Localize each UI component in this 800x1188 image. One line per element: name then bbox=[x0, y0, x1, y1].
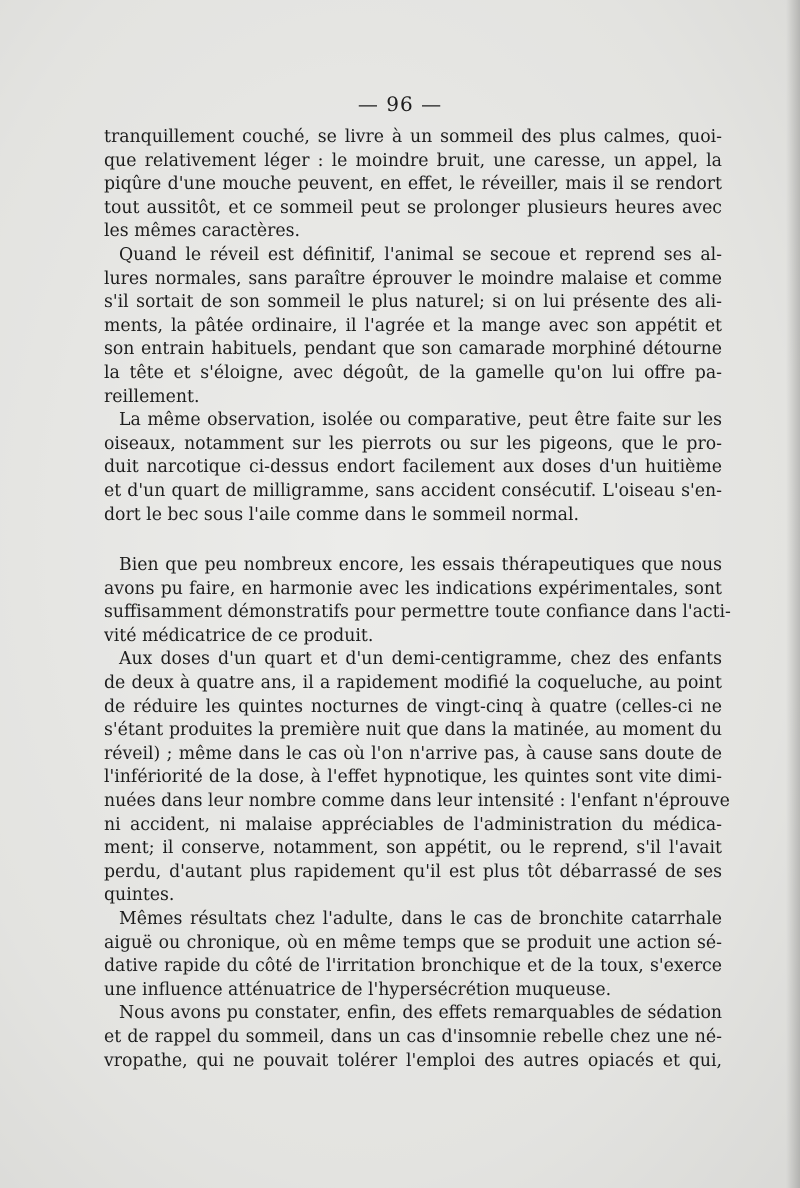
text-line: oiseaux, notamment sur les pierrots ou sur les pigeons, que le pro- bbox=[104, 433, 722, 454]
text-line: vité médicatrice de ce produit. bbox=[104, 625, 374, 646]
page-number: — 96 — bbox=[357, 92, 443, 116]
paragraph bbox=[104, 1002, 722, 1073]
text-line: de réduire les quintes nocturnes de vingt-cinq à quatre (celles-ci ne bbox=[104, 696, 722, 717]
text-line: vropathe, qui ne pouvait tolérer l'emploi des autres opiacés et qui, bbox=[104, 1050, 722, 1071]
paragraph bbox=[104, 126, 722, 244]
body-text bbox=[104, 126, 731, 1073]
text-line: réveil) ; même dans le cas où l'on n'arrive pas, à cause sans doute de bbox=[104, 743, 722, 764]
paragraph bbox=[104, 409, 722, 527]
text-line: Aux doses d'un quart et d'un demi-centigramme, chez des enfants bbox=[119, 649, 722, 670]
page-edge-shadow bbox=[786, 0, 800, 1188]
text-line: tranquillement couché, se livre à un sommeil des plus calmes, quoi- bbox=[104, 127, 722, 147]
text-line: nuées dans leur nombre comme dans leur intensité : l'enfant n'éprouve bbox=[104, 791, 730, 812]
text-line: les mêmes caractères. bbox=[104, 221, 300, 242]
text-line: que relativement léger : le moindre bruit, une caresse, un appel, la bbox=[104, 150, 722, 171]
text-line: quintes. bbox=[104, 885, 175, 906]
text-line: la tête et s'éloigne, avec dégoût, de la gamelle qu'on lui offre pa- bbox=[104, 362, 722, 383]
text-line: perdu, d'autant plus rapidement qu'il est plus tôt débarrassé de ses bbox=[104, 861, 722, 882]
text-line: dative rapide du côté de l'irritation bronchique et de la toux, s'exerce bbox=[104, 956, 722, 977]
text-line: tout aussitôt, et ce sommeil peut se prolonger plusieurs heures avec bbox=[104, 197, 722, 218]
paragraph bbox=[104, 908, 722, 1002]
text-line: ni accident, ni malaise appréciables de l'administration du médica- bbox=[104, 814, 722, 835]
paragraph-gap bbox=[104, 527, 722, 554]
text-line: ments, la pâtée ordinaire, il l'agrée et la mange avec son appétit et bbox=[104, 315, 722, 336]
text-line: s'étant produites la première nuit que dans la matinée, au moment du bbox=[104, 720, 722, 741]
paragraph bbox=[104, 554, 731, 648]
text-line: l'infériorité de la dose, à l'effet hypnotique, les quintes sont vite dimi- bbox=[104, 767, 722, 788]
text-line: Quand le réveil est définitif, l'animal se secoue et reprend ses al- bbox=[119, 244, 722, 265]
paragraph bbox=[104, 648, 730, 908]
text-line: une influence atténuatrice de l'hypersécrétion muqueuse. bbox=[104, 979, 612, 1000]
text-line: suffisamment démonstratifs pour permettre toute confiance dans l'acti- bbox=[104, 602, 731, 623]
text-line: de deux à quatre ans, il a rapidement modifié la coqueluche, au point bbox=[104, 673, 722, 694]
text-line: Bien que peu nombreux encore, les essais thérapeutiques que nous bbox=[119, 555, 722, 576]
text-line: Mêmes résultats chez l'adulte, dans le cas de bronchite catarrhale bbox=[119, 909, 722, 929]
text-line: lures normales, sans paraître éprouver le moindre malaise et comme bbox=[104, 268, 722, 289]
text-line: et de rappel du sommeil, dans un cas d'insomnie rebelle chez une né- bbox=[104, 1026, 722, 1047]
text-line: et d'un quart de milligramme, sans accident consécutif. L'oiseau s'en- bbox=[104, 480, 722, 501]
text-line: reillement. bbox=[104, 386, 200, 407]
text-line: s'il sortait de son sommeil le plus naturel; si on lui présente des ali- bbox=[104, 292, 722, 313]
text-line: aiguë ou chronique, où en même temps que se produit une action sé- bbox=[104, 932, 722, 953]
text-line: ment; il conserve, notamment, son appétit, ou le reprend, s'il l'avait bbox=[104, 838, 722, 859]
text-line: duit narcotique ci-dessus endort facilement aux doses d'un huitième bbox=[104, 457, 722, 478]
text-line: Nous avons pu constater, enfin, des effets remarquables de sédation bbox=[119, 1003, 722, 1024]
text-line: piqûre d'une mouche peuvent, en effet, le réveiller, mais il se rendort bbox=[104, 174, 722, 195]
text-line: dort le bec sous l'aile comme dans le sommeil normal. bbox=[104, 504, 579, 525]
text-line: avons pu faire, en harmonie avec les indications expérimentales, sont bbox=[104, 578, 722, 599]
text-line: son entrain habituels, pendant que son camarade morphiné détourne bbox=[104, 339, 722, 360]
paragraph bbox=[104, 244, 722, 409]
text-line: La même observation, isolée ou comparative, peut être faite sur les bbox=[119, 410, 722, 431]
